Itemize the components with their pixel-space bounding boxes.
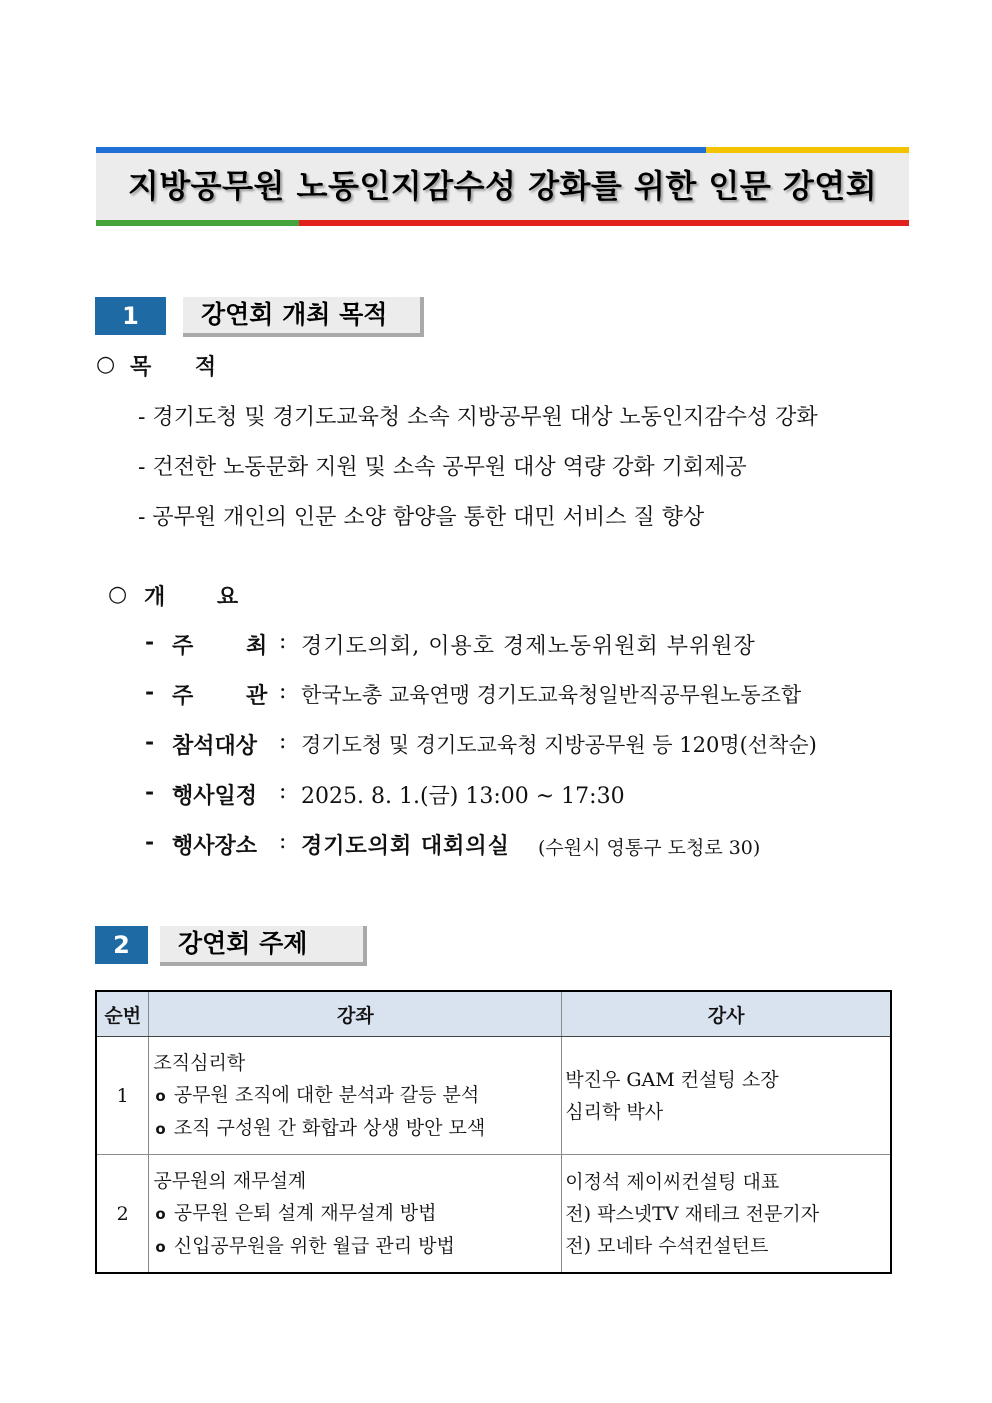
lecturer-line: 전) 모네타 수석컨설턴트 (565, 1234, 769, 1257)
overview-label-host-2: 최 (246, 633, 268, 659)
overview-heading: 개 요 (144, 584, 261, 610)
overview-value-venue-address: (수원시 영통구 도청로 30) (538, 837, 761, 859)
course-point (153, 1112, 561, 1145)
overview-label-attendees: 참석대상 (172, 733, 258, 759)
overview-label-organizer: 주 (172, 683, 194, 709)
purpose-item-3: - 공무원 개인의 인문 소양 함양을 통한 대민 서비스 질 향상 (138, 505, 705, 530)
course-point (153, 1079, 561, 1112)
course-point-text: 공무원 조직에 대한 분석과 갈등 분석 (173, 1083, 480, 1106)
section1-number: 1 (95, 297, 166, 335)
overview-sep: : (279, 729, 287, 754)
overview-label-organizer-2: 관 (246, 683, 268, 709)
lecturer-line: 전) 팍스넷TV 재테크 전문기자 (565, 1202, 820, 1225)
course-point-text: 신입공무원을 위한 월급 관리 방법 (173, 1234, 455, 1257)
course-cell (149, 1155, 562, 1274)
overview-value-schedule: 2025. 8. 1.(금) 13:00 ~ 17:30 (301, 784, 625, 809)
bullet-icon: o (155, 1086, 166, 1105)
table-header-row (96, 991, 891, 1037)
overview-value-host: 경기도의회, 이용호 경제노동위원회 부위원장 (301, 634, 756, 659)
bullet-icon: o (155, 1204, 166, 1223)
purpose-heading: 목 적 (130, 354, 235, 380)
overview-circle-icon: ○ (108, 582, 128, 607)
bullet-icon: o (155, 1119, 166, 1138)
overview-sep: : (279, 679, 287, 704)
section2-label: 강연회 주제 (160, 926, 367, 966)
lecturer-line: 이정석 제이씨컨설팅 대표 (565, 1170, 780, 1193)
overview-label-schedule: 행사일정 (172, 783, 258, 809)
table-row (96, 1155, 891, 1274)
overview-sep: : (279, 829, 287, 854)
page-title: 지방공무원 노동인지감수성 강화를 위한 인문 강연회 (127, 167, 878, 205)
course-title: 조직심리학 (153, 1051, 246, 1074)
section1-label: 강연회 개최 목적 (183, 297, 424, 337)
table-row (96, 1037, 891, 1155)
course-title: 공무원의 재무설계 (153, 1169, 307, 1192)
overview-dash: - (145, 779, 155, 805)
overview-dash: - (145, 829, 155, 855)
title-bar-bottom-green (96, 220, 299, 226)
course-point-text: 조직 구성원 간 화합과 상생 방안 모색 (173, 1116, 486, 1139)
overview-sep: : (279, 779, 287, 804)
overview-value-venue: 경기도의회 대회의실 (301, 833, 510, 859)
course-point-text: 공무원 은퇴 설계 재무설계 방법 (173, 1201, 437, 1224)
overview-sep: : (279, 629, 287, 654)
header-number: 순번 (96, 991, 149, 1037)
lecturer-cell (562, 1155, 891, 1274)
overview-label-host: 주 (172, 633, 194, 659)
header-lecturer: 강사 (562, 991, 891, 1037)
overview-value-organizer: 한국노총 교육연맹 경기도교육청일반직공무원노동조합 (301, 683, 802, 707)
course-cell (149, 1037, 562, 1155)
section2-number: 2 (95, 926, 148, 964)
overview-value-attendees: 경기도청 및 경기도교육청 지방공무원 등 120명(선착순) (301, 733, 817, 757)
title-bar-bottom-red (299, 220, 909, 226)
overview-label-venue: 행사장소 (172, 833, 258, 859)
bullet-icon: o (155, 1237, 166, 1256)
lecture-table (95, 990, 892, 1274)
lecturer-cell (562, 1037, 891, 1155)
lecturer-line: 박진우 GAM 컨설팅 소장 (565, 1068, 779, 1091)
header-course: 강좌 (149, 991, 562, 1037)
row-number: 2 (96, 1155, 149, 1274)
purpose-item-1: - 경기도청 및 경기도교육청 소속 지방공무원 대상 노동인지감수성 강화 (138, 405, 818, 430)
course-point (153, 1230, 561, 1263)
overview-dash: - (145, 629, 155, 655)
lecturer-line: 심리학 박사 (565, 1100, 664, 1123)
overview-dash: - (145, 679, 155, 705)
purpose-circle-icon: ○ (96, 352, 116, 377)
title-banner (96, 147, 909, 226)
row-number: 1 (96, 1037, 149, 1155)
overview-dash: - (145, 729, 155, 755)
purpose-item-2: - 건전한 노동문화 지원 및 소속 공무원 대상 역량 강화 기회제공 (138, 455, 747, 480)
course-point (153, 1197, 561, 1230)
